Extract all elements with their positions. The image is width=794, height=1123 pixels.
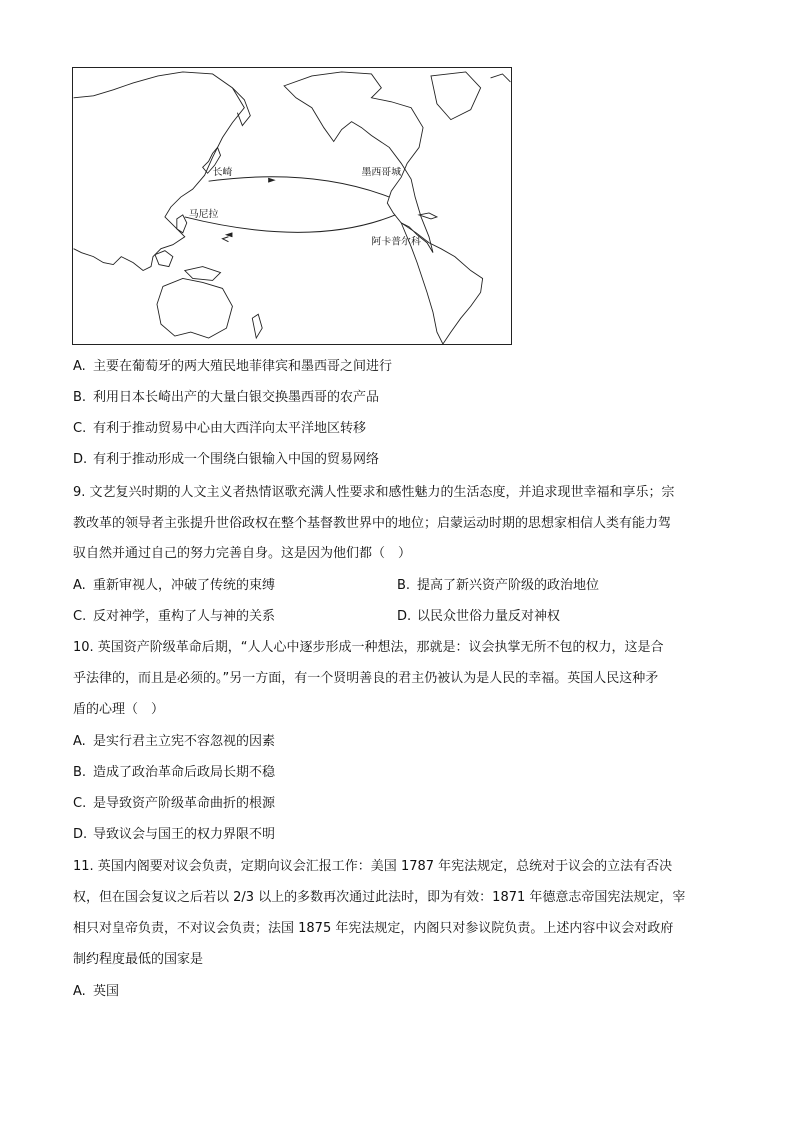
q9-option-a[interactable]: A. 重新审视人，冲破了传统的束缚 — [73, 578, 276, 593]
q11-stem-line: 制约程度最低的国家是 — [73, 952, 204, 967]
route-eastbound — [209, 177, 390, 197]
q10-stem-line: 10. 英国资产阶级革命后期，“人人心中逐步形成一种想法，那就是：议会执掌无所不包的权力，这是合 — [73, 640, 664, 655]
label-acapulco: 阿卡普尔科 — [371, 236, 421, 248]
new-guinea — [185, 267, 221, 281]
new-zealand — [252, 314, 262, 338]
label-manila: 马尼拉 — [188, 208, 219, 220]
q10-stem-line: 盾的心理（ ） — [73, 702, 165, 717]
world-map-svg — [73, 68, 511, 344]
q11-stem-line: 相只对皇帝负责，不对议会负责；法国 1875 年宪法规定，内阁只对参议院负责。上述内容中议会对政府 — [73, 921, 674, 936]
q9-option-c[interactable]: C. 反对神学，重构了人与神的关系 — [73, 609, 276, 624]
q8-option-a[interactable]: A. 主要在葡萄牙的两大殖民地菲律宾和墨西哥之间进行 — [73, 359, 393, 374]
q9-option-d[interactable]: D. 以民众世俗力量反对神权 — [397, 609, 561, 624]
borneo — [155, 251, 173, 267]
north-america — [284, 72, 433, 253]
q8-option-b[interactable]: B. 利用日本长崎出产的大量白银交换墨西哥的农产品 — [73, 390, 380, 405]
q11-stem-line: 11. 英国内阁要对议会负责，定期向议会汇报工作：美国 1787 年宪法规定，总统对于议会的立法有否决 — [73, 859, 673, 874]
q9-stem-line: 9. 文艺复兴时期的人文主义者热情讴歌充满人性要求和感性魅力的生活态度，并追求现世幸福和享乐；宗 — [73, 485, 675, 500]
q11-option-a[interactable]: A. 英国 — [73, 984, 120, 999]
label-mexico-city: 墨西哥城 — [361, 167, 402, 179]
q10-option-b[interactable]: B. 造成了政治革命后政局长期不稳 — [73, 765, 276, 780]
label-nagasaki: 长崎 — [212, 167, 233, 179]
trade-route-map — [72, 67, 512, 345]
q10-stem-line: 乎法律的，而且是必须的。”另一方面，有一个贤明善良的君主仍被认为是人民的幸福。英国人民这种矛 — [73, 671, 659, 686]
europe-coast — [491, 74, 511, 82]
australia — [157, 278, 232, 338]
q8-option-d[interactable]: D. 有利于推动形成一个围绕白银输入中国的贸易网络 — [73, 452, 380, 467]
q9-stem-line: 驭自然并通过自己的努力完善自身。这是因为他们都（ ） — [73, 546, 412, 561]
q10-option-c[interactable]: C. 是导致资产阶级革命曲折的根源 — [73, 796, 276, 811]
q8-option-c[interactable]: C. 有利于推动贸易中心由大西洋向太平洋地区转移 — [73, 421, 367, 436]
philippines — [177, 215, 187, 233]
q9-option-b[interactable]: B. 提高了新兴资产阶级的政治地位 — [397, 578, 600, 593]
q11-stem-line: 权，但在国会复议之后若以 2/3 以上的多数再次通过此法时，即为有效：1871 年德意志帝国宪法规定，宰 — [73, 890, 686, 905]
q10-option-d[interactable]: D. 导致议会与国王的权力界限不明 — [73, 827, 276, 842]
q9-stem-line: 教改革的领导者主张提升世俗政权在整个基督教世界中的地位；启蒙运动时期的思想家相信人类有能力驾 — [73, 516, 672, 531]
q10-option-a[interactable]: A. 是实行君主立宪不容忽视的因素 — [73, 734, 276, 749]
greenland — [431, 72, 481, 120]
